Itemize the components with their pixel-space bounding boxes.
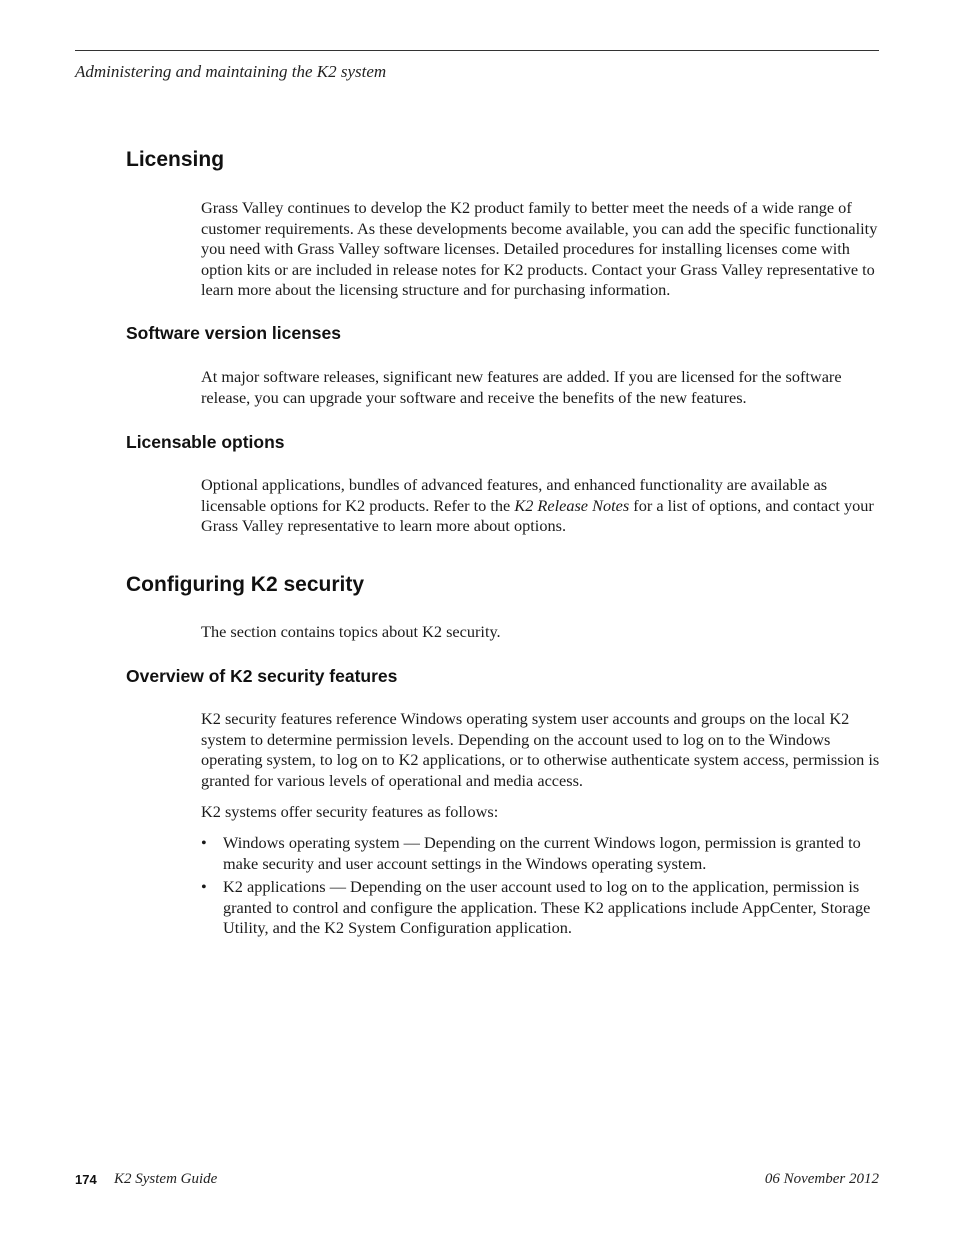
security-features-list bbox=[201, 833, 881, 942]
heading-licensable-options: Licensable options bbox=[126, 432, 285, 452]
licensing-paragraph: Grass Valley continues to develop the K2 product family to better meet the needs of a wide range of customer requirements. As these developments become available, you can add the specific functionality you need with Grass Valley software licenses. Detailed procedures for installing licenses come with option kits or are included in release notes for K2 products. Contact your Grass Valley representative to learn more about the licensing structure and for purchasing information. bbox=[201, 198, 878, 299]
list-item-text: K2 applications — Depending on the user account used to log on to the application, permission is granted to control and configure the application. These K2 applications include AppCenter, Storage Utility, and the K2 System Configuration application. bbox=[223, 877, 871, 937]
licensable-options-text-2: for a list of options, and contact your Grass Valley representative to learn more about options. bbox=[201, 495, 874, 535]
heading-overview-k2-security-features: Overview of K2 security features bbox=[126, 666, 398, 686]
licensable-options-text-1: Optional applications, bundles of advanced features, and enhanced functionality are available as licensable options for K2 products. Refer to the bbox=[201, 475, 828, 515]
header-rule bbox=[75, 50, 879, 51]
bullet-mark: • bbox=[201, 833, 207, 852]
heading-licensing: Licensing bbox=[126, 148, 225, 171]
configuring-security-paragraph: The section contains topics about K2 security. bbox=[201, 622, 501, 641]
security-features-intro: K2 systems offer security features as follows: bbox=[201, 802, 499, 821]
running-head: Administering and maintaining the K2 system bbox=[75, 62, 387, 81]
licensable-options-paragraph bbox=[201, 475, 881, 537]
list-item bbox=[201, 833, 881, 874]
footer-date: 06 November 2012 bbox=[764, 1171, 879, 1187]
footer-doc-title: K2 System Guide bbox=[114, 1171, 218, 1187]
heading-software-version-licenses: Software version licenses bbox=[126, 323, 341, 343]
list-item-text: Windows operating system — Depending on the current Windows logon, permission is granted to make security and user account settings in the Windows operating system. bbox=[223, 833, 861, 873]
overview-paragraph: K2 security features reference Windows operating system user accounts and groups on the local K2 system to determine permission levels. Depending on the account used to log on to the Windows operating system, to log on to K2 applications, or to otherwise authenticate system access, permission is granted for various levels of operational and media access. bbox=[201, 709, 880, 790]
page-number: 174 bbox=[75, 1172, 97, 1187]
bullet-mark: • bbox=[201, 877, 207, 896]
software-version-licenses-paragraph: At major software releases, significant new features are added. If you are licensed for the software release, you can upgrade your software and receive the benefits of the new features. bbox=[201, 367, 842, 407]
list-item bbox=[201, 877, 881, 939]
heading-configuring-k2-security: Configuring K2 security bbox=[126, 573, 365, 596]
release-notes-reference: K2 Release Notes bbox=[514, 495, 630, 515]
